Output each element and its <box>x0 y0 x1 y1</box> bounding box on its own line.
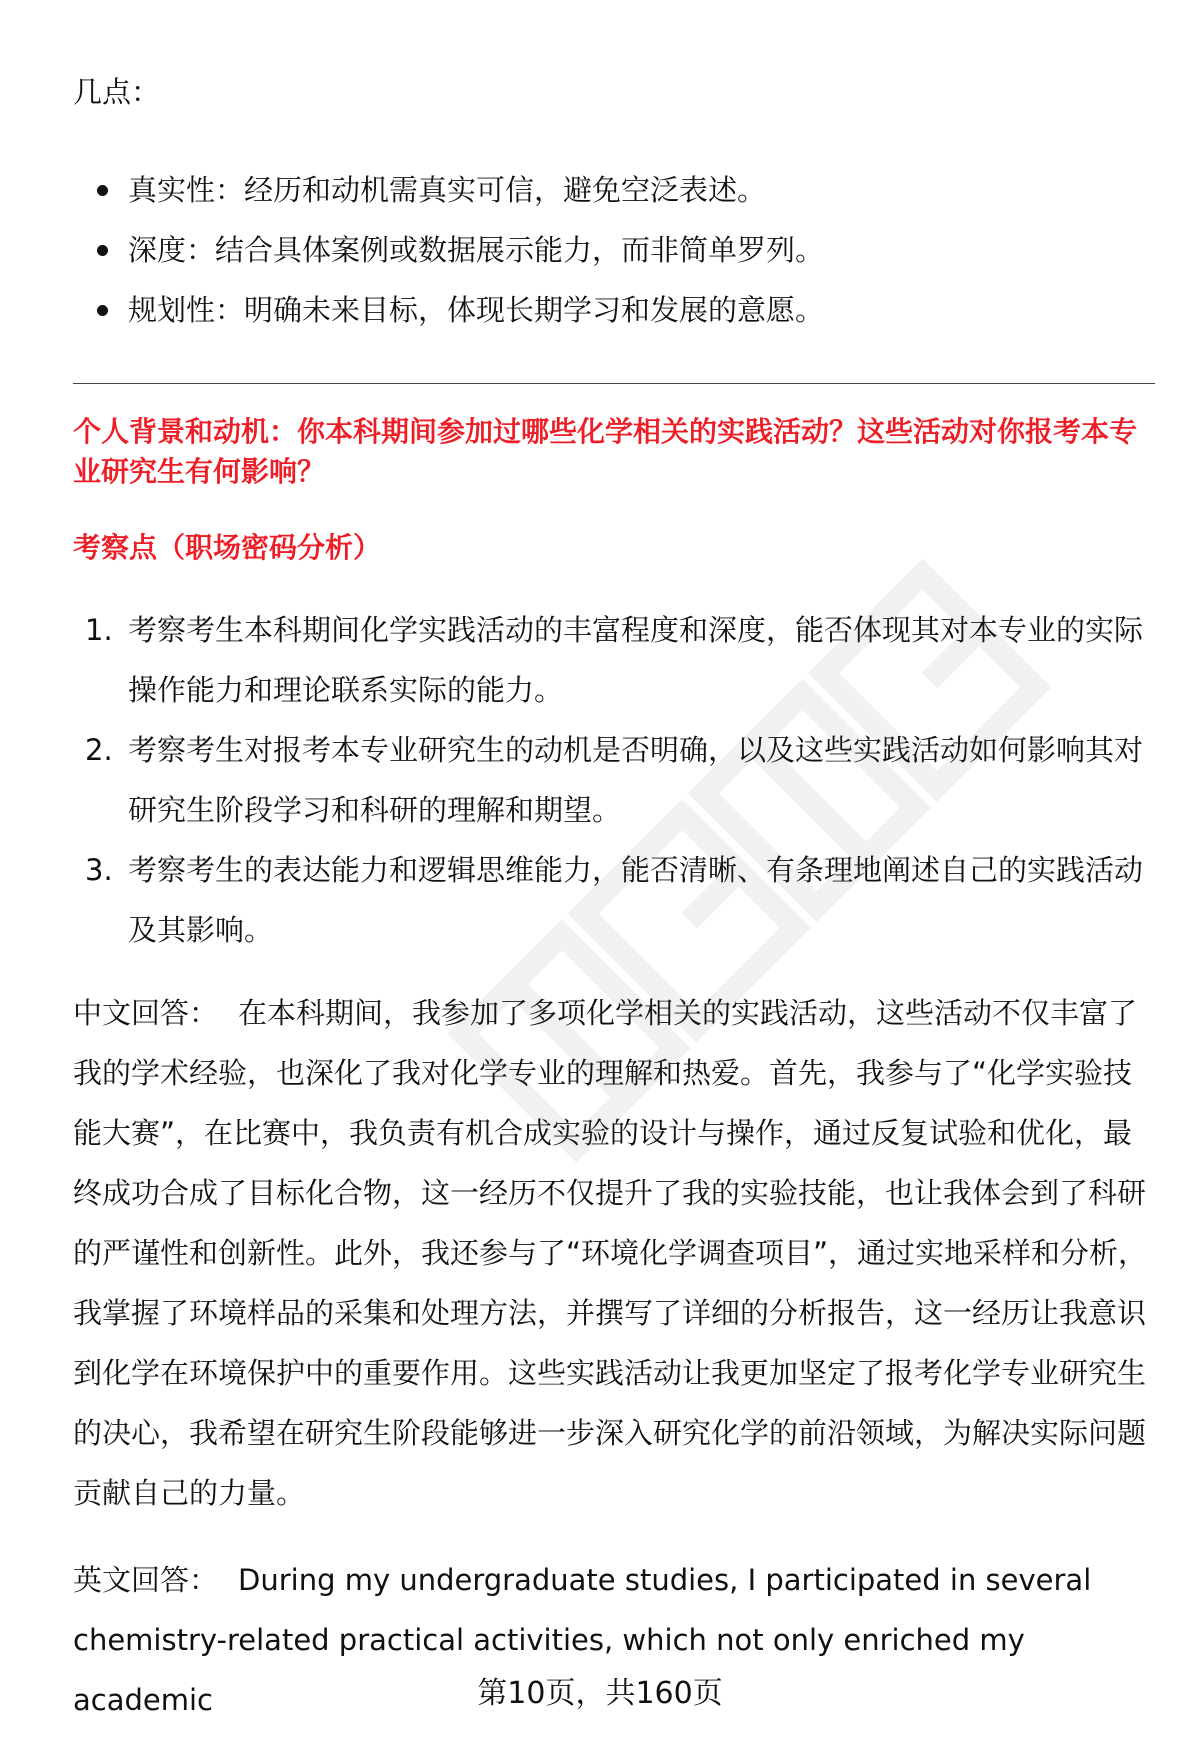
list-item-text: 考察考生本科期间化学实践活动的丰富程度和深度，能否体现其对本专业的实际操作能力和理论联系实际的能力。 <box>128 613 1144 707</box>
list-item <box>73 720 1155 840</box>
list-item-text: 考察考生的表达能力和逻辑思维能力，能否清晰、有条理地阐述自己的实践活动及其影响。 <box>128 853 1144 947</box>
bullet-text: 真实性：经历和动机需真实可信，避免空泛表述。 <box>128 173 767 207</box>
numbered-list <box>73 600 1155 960</box>
list-number: 2. <box>85 733 113 767</box>
list-item <box>73 220 1155 280</box>
bullet-text: 深度：结合具体案例或数据展示能力，而非简单罗列。 <box>128 233 825 267</box>
intro-text: 几点： <box>73 75 161 109</box>
list-item <box>73 840 1155 960</box>
page-number: 第10页，共160页 <box>477 1676 723 1711</box>
list-item <box>73 600 1155 720</box>
list-item-text: 考察考生对报考本专业研究生的动机是否明确，以及这些实践活动如何影响其对研究生阶段学习和科研的理解和期望。 <box>128 733 1144 827</box>
bullet-dot-icon <box>97 245 108 256</box>
divider <box>73 383 1155 384</box>
answer-label: 中文回答： <box>73 996 219 1030</box>
list-number: 3. <box>85 853 113 887</box>
bullet-dot-icon <box>97 185 108 196</box>
list-number: 1. <box>85 613 113 647</box>
list-item <box>73 160 1155 220</box>
answer-text: 在本科期间，我参加了多项化学相关的实践活动，这些活动不仅丰富了我的学术经验，也深化了我对化学专业的理解和热爱。首先，我参与了“化学实验技能大赛”，在比赛中，我负责有机合成实验的设计与操作，通过反复试验和优化，最终成功合成了目标化合物，这一经历不仅提升了我的实验技能，也让我体会到了科研的严谨性和创新性。此外，我还参与了“环境化学调查项目”，通过实地采样和分析，我掌握了环境样品的采集和处理方法，并撰写了详细的分析报告，这一经历让我意识到化学在环境保护中的重要作用。这些实践活动让我更加坚定了报考化学专业研究生的决心，我希望在研究生阶段能够进一步深入研究化学的前沿领域，为解决实际问题贡献自己的力量。 <box>73 996 1148 1510</box>
chinese-answer <box>73 983 1155 1523</box>
answer-label: 英文回答： <box>73 1563 219 1597</box>
bullet-list <box>73 160 1155 340</box>
bullet-dot-icon <box>97 305 108 316</box>
answer-text: During my undergraduate studies, I participated in several chemistry-related practical activities, which not only enriched my academic <box>73 1563 1092 1717</box>
list-item <box>73 280 1155 340</box>
question-heading: 个人背景和动机：你本科期间参加过哪些化学相关的实践活动？这些活动对你报考本专业研究生有何影响？ <box>73 415 1138 488</box>
bullet-text: 规划性：明确未来目标，体现长期学习和发展的意愿。 <box>128 293 825 327</box>
section-title: 考察点（职场密码分析） <box>73 531 382 564</box>
